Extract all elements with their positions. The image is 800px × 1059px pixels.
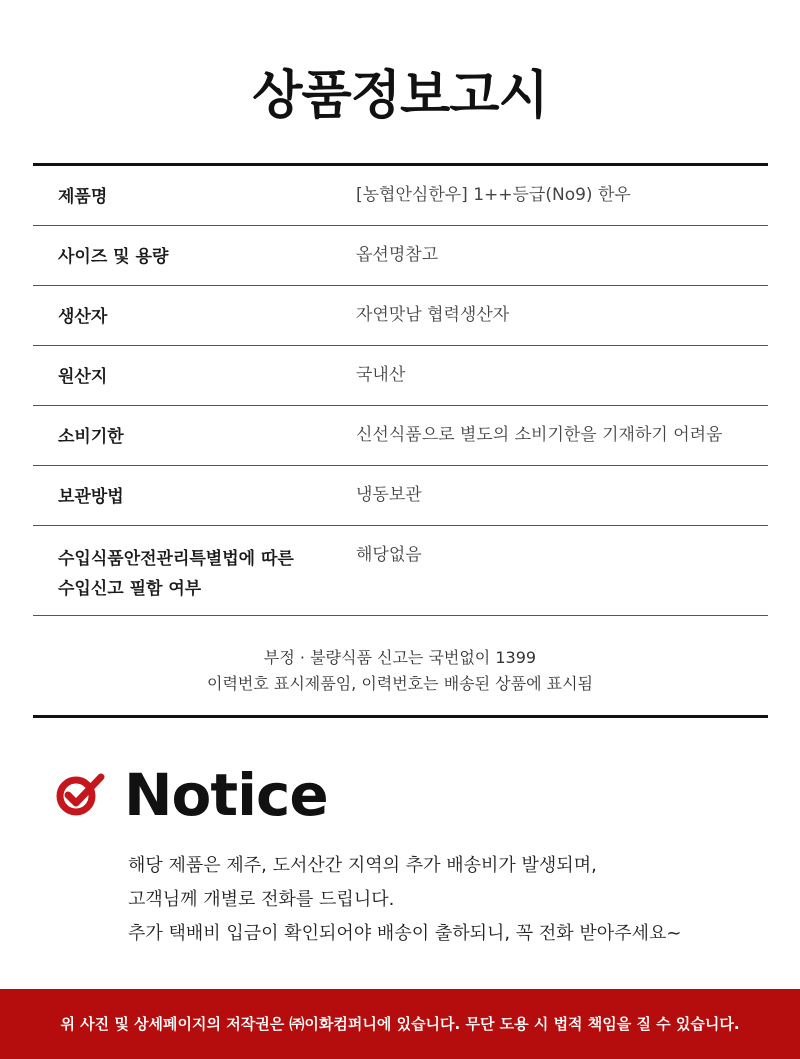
- table-row: [33, 466, 768, 526]
- report-note-line: 이력번호 표시제품임, 이력번호는 배송된 상품에 표시됨: [206, 674, 593, 693]
- notice-line: 고객님께 개별로 전화를 드립니다.: [128, 889, 395, 910]
- table-row: [33, 286, 768, 346]
- row-label-line: 수입식품안전관리특별법에 따른: [58, 549, 294, 569]
- row-label: 보관방법: [58, 487, 124, 507]
- product-info-table: [33, 166, 768, 616]
- notice-line: 해당 제품은 제주, 도서산간 지역의 추가 배송비가 발생되며,: [128, 855, 597, 876]
- row-label: 사이즈 및 용량: [58, 247, 169, 267]
- row-value: 국내산: [356, 365, 406, 385]
- copyright-text: 위 사진 및 상세페이지의 저작권은 ㈜이화컴퍼니에 있습니다. 무단 도용 시 법적 책임을 질 수 있습니다.: [60, 1015, 740, 1033]
- row-label: 제품명: [58, 187, 108, 207]
- row-value: 신선식품으로 별도의 소비기한을 기재하기 어려움: [356, 425, 723, 445]
- table-row: [33, 526, 768, 616]
- copyright-footer: [0, 989, 800, 1059]
- table-row: [33, 166, 768, 226]
- row-value: 냉동보관: [356, 485, 422, 505]
- row-value: 옵션명참고: [356, 245, 439, 265]
- row-value: [농협안심한우] 1++등급(No9) 한우: [356, 185, 631, 205]
- row-label: [58, 544, 328, 604]
- row-value: 해당없음: [356, 545, 422, 565]
- table-row: [33, 346, 768, 406]
- table-bottom-rule: [33, 715, 768, 718]
- notice-line: 추가 택배비 입금이 확인되어야 배송이 출하되니, 꼭 전화 받아주세요~: [128, 923, 682, 944]
- report-note: [0, 645, 800, 697]
- table-row: [33, 406, 768, 466]
- report-note-line: 부정 · 불량식품 신고는 국번없이 1399: [263, 648, 537, 667]
- row-value: 자연맛남 협력생산자: [356, 305, 510, 325]
- table-row: [33, 226, 768, 286]
- page-title: 상품정보고시: [252, 66, 548, 126]
- row-label: 소비기한: [58, 427, 124, 447]
- row-label: 생산자: [58, 307, 108, 327]
- row-label-line: 수입신고 필함 여부: [58, 579, 202, 599]
- row-label: 원산지: [58, 367, 108, 387]
- notice-body: [128, 849, 778, 951]
- notice-title: Notice: [124, 761, 328, 829]
- check-circle-icon: [55, 771, 111, 817]
